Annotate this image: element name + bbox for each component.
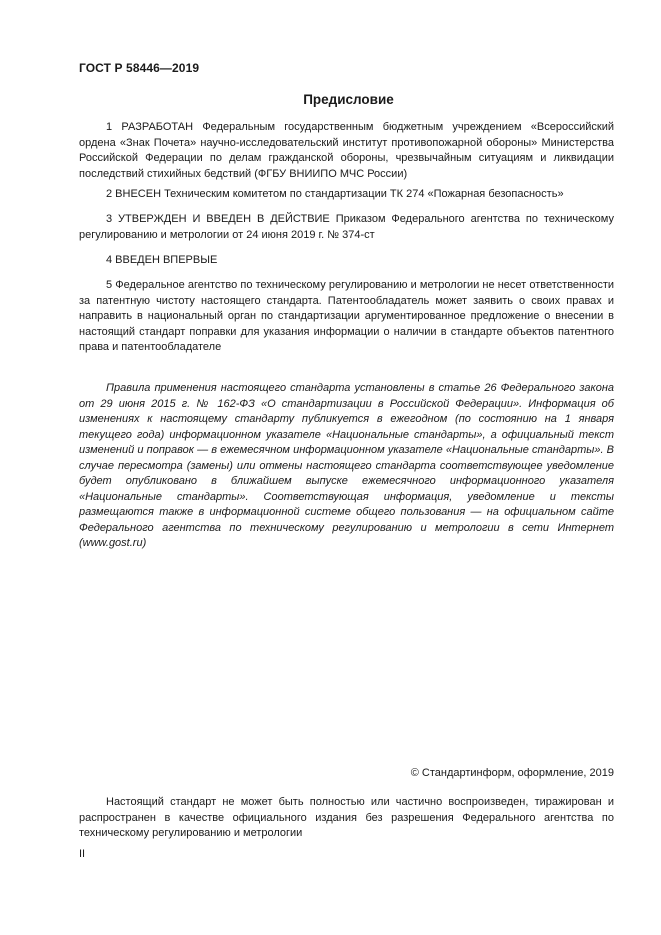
standard-application-notice: Правила применения настоящего стандарта установлены в статье 26 Федерального закона от 29 июня 2015 г. № 162-ФЗ «О стандартизации в Российской Федерации». Информация об изменениях к настоящему стандарту публикуется в ежегодном (по состоянию на 1 января текущего года) информационном указателе «Национальные стандарты», а официальный текст изменений и поправок — в ежемесячном информационном указателе «Национальные стандарты». В случае пересмотра (замены) или отмены настоящего стандарта соответствующее уведомление будет опубликовано в ближайшем выпуске ежемесячного информационного указателя «Национальные стандарты». Соответствующая информация, уведомление и тексты размещаются также в информационной системе общего пользования — на официальном сайте Федерального агентства по техническому регулированию и метрологии в сети Интернет (www.gost.ru)	[79, 382, 614, 549]
preface-title: Предисловие	[303, 92, 394, 107]
copyright-line: © Стандартинформ, оформление, 2019	[410, 767, 614, 779]
preface-paragraph-1: 1 РАЗРАБОТАН Федеральным государственным бюджетным учреждением «Всероссийский ордена «Знак Почета» научно-исследовательский институт противопожарной обороны» Министерства Российской Федерации по делам гражданской обороны, чрезвычайным ситуациям и ликвидации последствий стихийных бедствий (ФГБУ ВНИИПО МЧС России)	[79, 121, 614, 180]
preface-paragraph-4: 4 ВВЕДЕН ВПЕРВЫЕ	[106, 254, 218, 266]
page-number: II	[79, 848, 86, 860]
preface-paragraph-2: 2 ВНЕСЕН Техническим комитетом по стандартизации ТК 274 «Пожарная безопасность»	[106, 188, 564, 200]
document-id: ГОСТ Р 58446—2019	[79, 61, 200, 75]
preface-paragraph-3: 3 УТВЕРЖДЕН И ВВЕДЕН В ДЕЙСТВИЕ Приказом Федерального агентства по техническому регулированию и метрологии от 24 июня 2019 г. № 374-ст	[79, 213, 614, 241]
reproduction-restriction-note: Настоящий стандарт не может быть полностью или частично воспроизведен, тиражирован и распространен в качестве официального издания без разрешения Федерального агентства по техническому регулированию и метрологии	[79, 796, 614, 840]
preface-paragraph-5: 5 Федеральное агентство по техническому регулированию и метрологии не несет ответственности за патентную чистоту настоящего стандарта. Патентообладатель может заявить о своих правах и направить в национальный орган по стандартизации аргументированное предложение о внесении в настоящий стандарт поправки для указания информации о наличии в стандарте объектов патентного права и патентообладателе	[79, 279, 614, 354]
